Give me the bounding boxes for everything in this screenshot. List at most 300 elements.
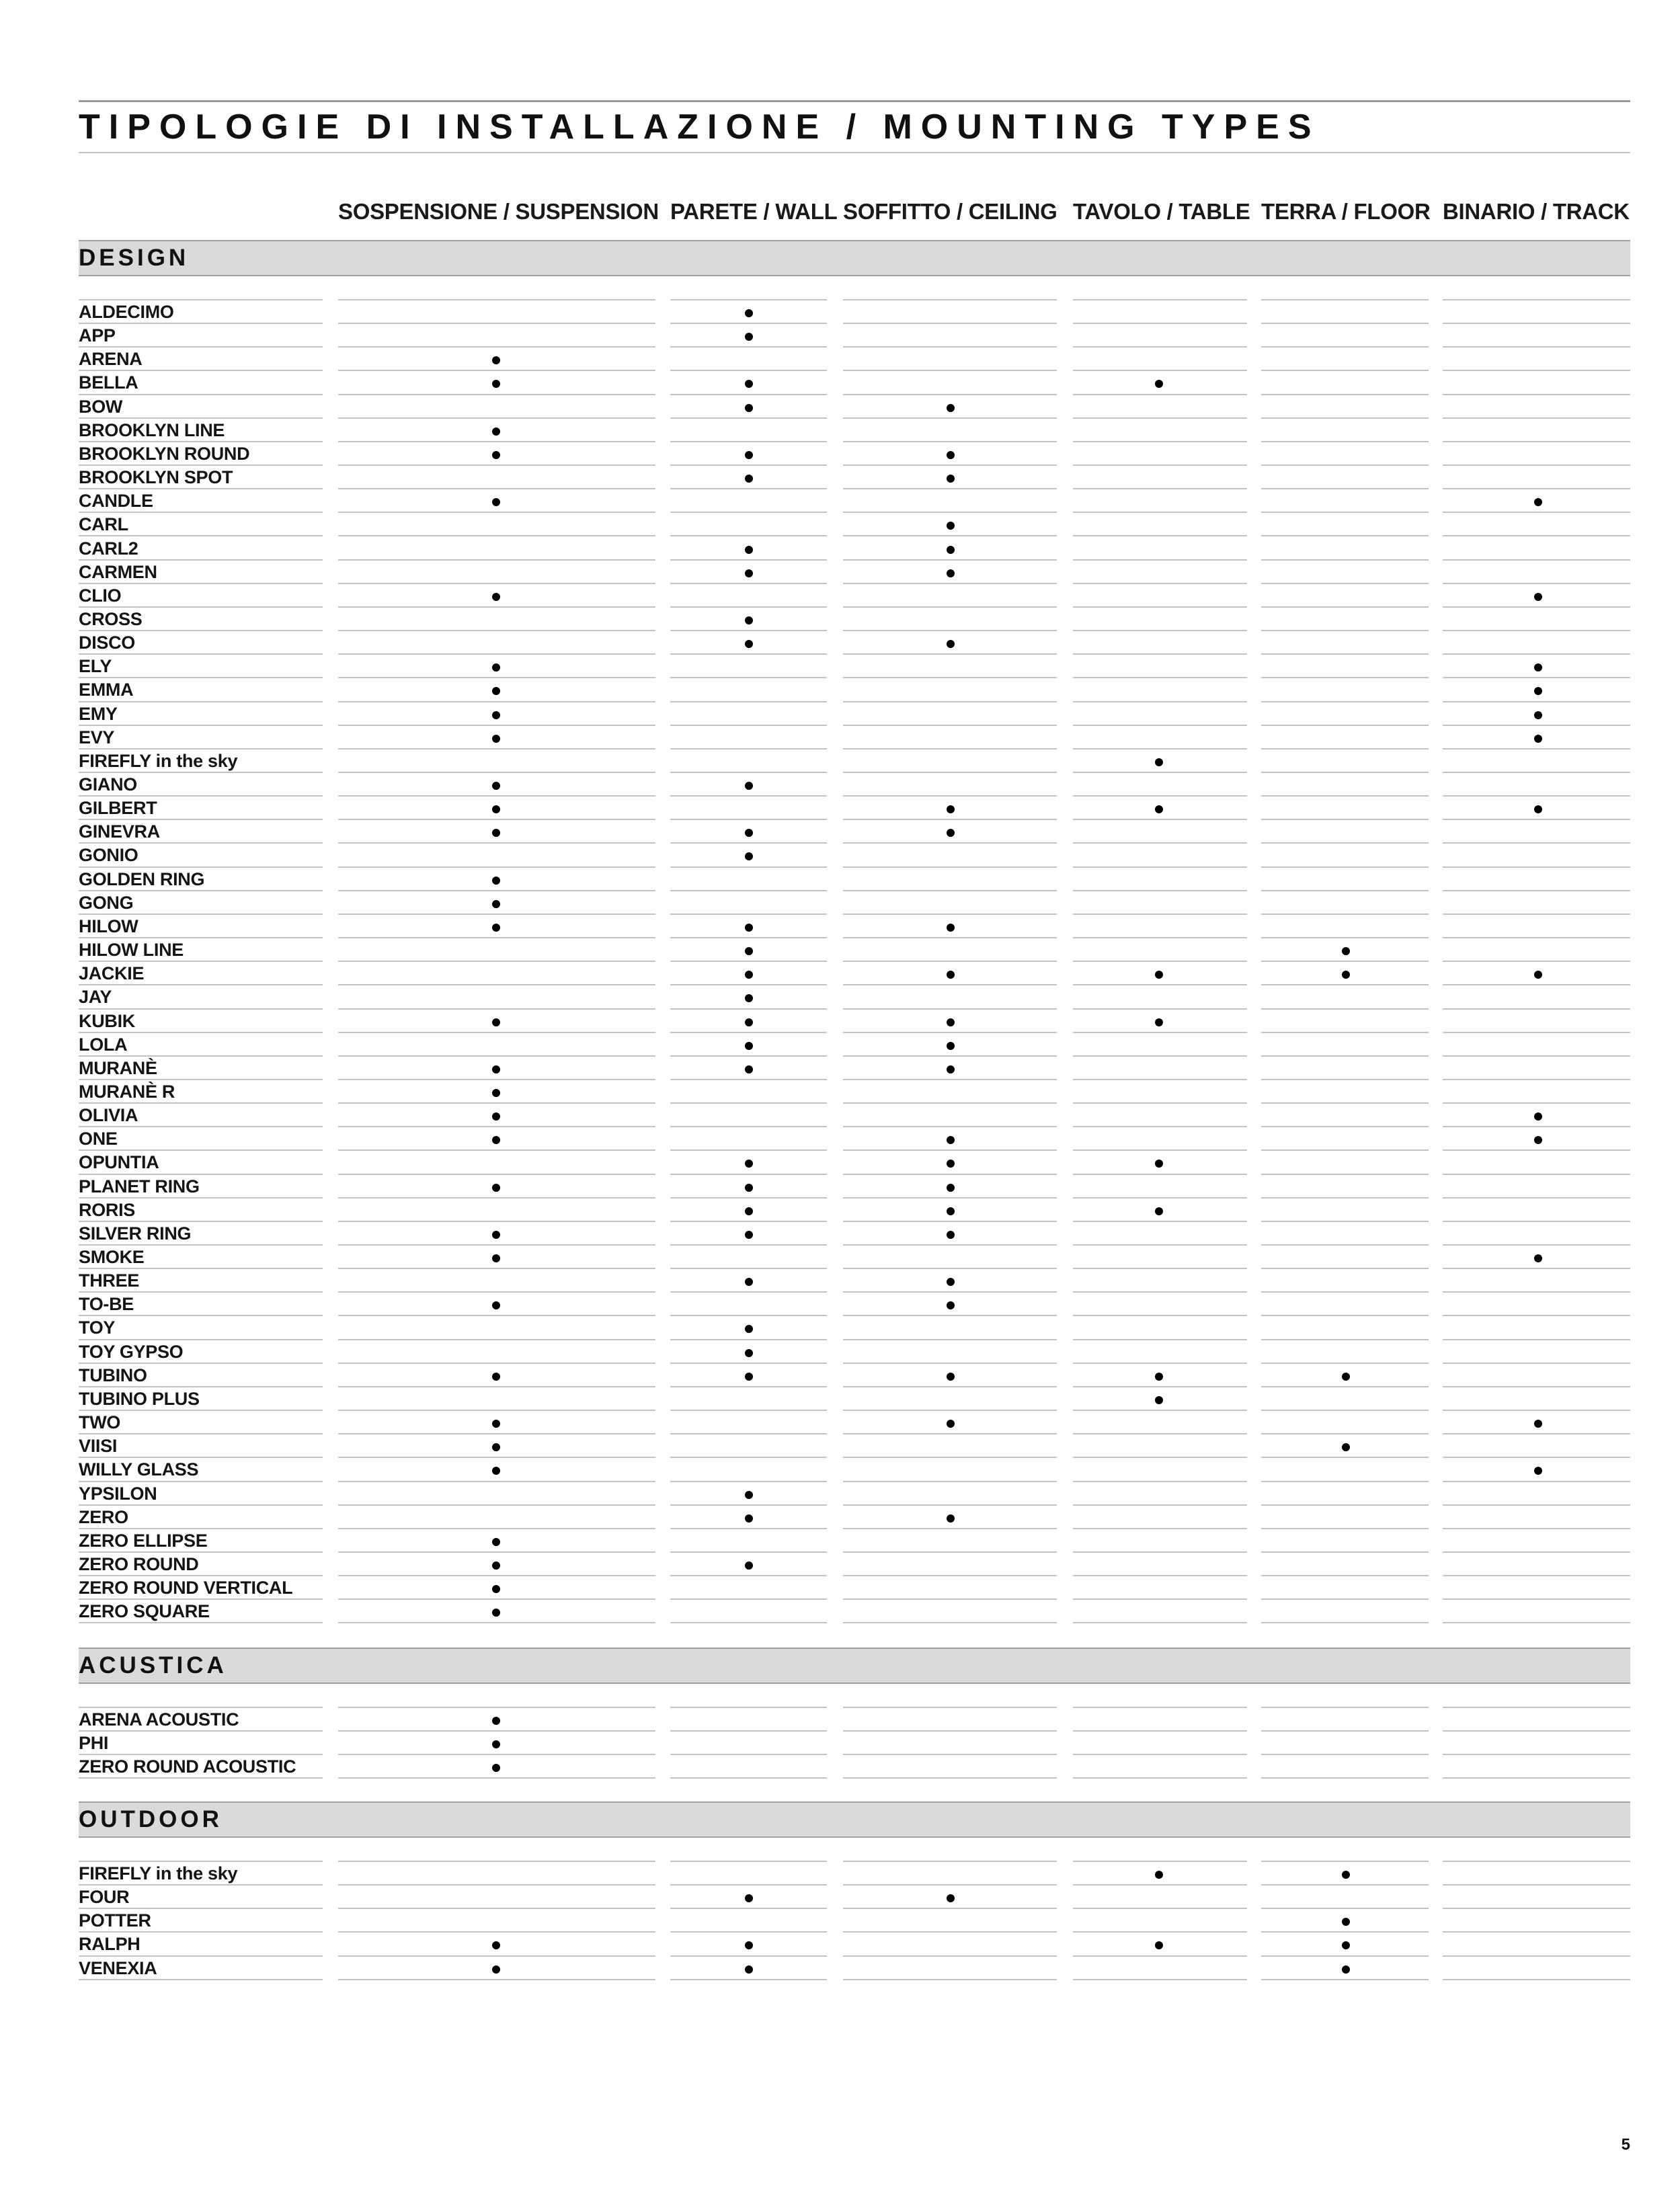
- row-rule: [338, 725, 655, 726]
- row-rule: [338, 559, 655, 561]
- row-rule: [1443, 1931, 1630, 1933]
- row-rule: [1261, 1754, 1429, 1755]
- mount-mark-dot: [947, 1301, 955, 1309]
- mount-mark-dot: [492, 1562, 500, 1570]
- row-rule: [670, 1575, 827, 1576]
- row-rule: [1073, 890, 1247, 891]
- mount-mark-dot: [492, 1254, 500, 1262]
- mount-mark-dot: [1534, 687, 1542, 695]
- row-rule: [338, 866, 655, 868]
- row-rule: [79, 535, 323, 536]
- product-name: PLANET RING: [79, 1176, 200, 1197]
- row-rule: [843, 701, 1057, 702]
- row-rule: [1443, 701, 1630, 702]
- row-rule: [843, 394, 1057, 395]
- mount-mark-dot: [492, 1443, 500, 1451]
- row-rule: [338, 441, 655, 442]
- row-rule: [338, 417, 655, 419]
- row-rule: [338, 1884, 655, 1885]
- row-rule: [1443, 1197, 1630, 1199]
- row-rule: [1443, 1481, 1630, 1482]
- row-rule: [843, 346, 1057, 348]
- mount-mark-dot: [492, 1112, 500, 1121]
- column-header-wall: PARETE / WALL: [670, 199, 838, 224]
- mount-mark-dot: [947, 1184, 955, 1192]
- mount-mark-dot: [745, 1278, 753, 1286]
- row-rule: [1073, 346, 1247, 348]
- row-rule: [338, 1174, 655, 1175]
- product-name: SILVER RING: [79, 1223, 192, 1244]
- product-name: TUBINO: [79, 1365, 147, 1385]
- row-rule: [843, 937, 1057, 938]
- row-rule: [1261, 1730, 1429, 1732]
- product-name: GONG: [79, 893, 134, 913]
- mount-mark-dot: [745, 947, 753, 955]
- row-rule: [843, 1339, 1057, 1340]
- row-rule: [670, 1149, 827, 1151]
- row-rule: [1261, 1528, 1429, 1529]
- row-rule: [1073, 1481, 1247, 1482]
- mount-mark-dot: [1155, 1207, 1163, 1215]
- mount-mark-dot: [1155, 1018, 1163, 1026]
- mount-mark-dot: [947, 805, 955, 813]
- row-rule: [1261, 1908, 1429, 1909]
- row-rule: [670, 1730, 827, 1732]
- row-rule: [1261, 583, 1429, 584]
- product-name: CARMEN: [79, 562, 157, 582]
- row-rule: [843, 677, 1057, 678]
- row-rule: [338, 1777, 655, 1779]
- row-rule: [1443, 1126, 1630, 1127]
- row-rule: [1443, 1551, 1630, 1553]
- mount-mark-dot: [745, 380, 753, 388]
- product-name: TUBINO PLUS: [79, 1389, 200, 1409]
- mount-mark-dot: [947, 1018, 955, 1026]
- product-name: BROOKLYN ROUND: [79, 444, 250, 464]
- row-rule: [1073, 370, 1247, 371]
- row-rule: [338, 937, 655, 938]
- row-rule: [843, 1622, 1057, 1623]
- mount-mark-dot: [947, 522, 955, 530]
- row-rule: [843, 1291, 1057, 1293]
- row-rule: [1443, 1291, 1630, 1293]
- mount-mark-dot: [1155, 1160, 1163, 1168]
- mount-mark-dot: [492, 1231, 500, 1239]
- row-rule: [338, 914, 655, 915]
- row-rule: [670, 984, 827, 985]
- row-rule: [1443, 677, 1630, 678]
- product-name: JACKIE: [79, 963, 145, 983]
- row-rule: [79, 725, 323, 726]
- row-rule: [670, 819, 827, 820]
- row-rule: [338, 1979, 655, 1980]
- row-rule: [1073, 961, 1247, 962]
- row-rule: [1261, 1315, 1429, 1316]
- product-name: TOY GYPSO: [79, 1342, 184, 1362]
- row-rule: [1073, 1955, 1247, 1957]
- mount-mark-dot: [492, 687, 500, 695]
- mount-mark-dot: [492, 380, 500, 388]
- row-rule: [338, 1481, 655, 1482]
- row-rule: [338, 1363, 655, 1364]
- row-rule: [670, 1197, 827, 1199]
- mount-mark-dot: [492, 805, 500, 813]
- row-rule: [338, 323, 655, 324]
- mount-mark-dot: [492, 1136, 500, 1144]
- row-rule: [670, 1457, 827, 1458]
- row-rule: [1443, 559, 1630, 561]
- row-rule: [843, 1551, 1057, 1553]
- mount-mark-dot: [492, 1373, 500, 1381]
- row-rule: [1073, 559, 1247, 561]
- row-rule: [843, 890, 1057, 891]
- row-rule: [338, 1551, 655, 1553]
- mount-mark-dot: [1534, 805, 1542, 813]
- row-rule: [338, 984, 655, 985]
- row-rule: [670, 1102, 827, 1104]
- column-header-table: TAVOLO / TABLE: [1073, 199, 1250, 224]
- product-name: GINEVRA: [79, 821, 160, 842]
- product-name: ZERO ROUND: [79, 1554, 199, 1574]
- row-rule: [338, 1861, 655, 1862]
- row-rule: [843, 1102, 1057, 1104]
- row-rule: [670, 488, 827, 489]
- product-name: ELY: [79, 656, 112, 676]
- row-rule: [1261, 630, 1429, 631]
- mount-mark-dot: [492, 498, 500, 506]
- mount-mark-dot: [492, 663, 500, 672]
- row-rule: [843, 417, 1057, 419]
- row-rule: [338, 1102, 655, 1104]
- row-rule: [670, 1008, 827, 1010]
- mount-mark-dot: [492, 1717, 500, 1725]
- row-rule: [338, 1244, 655, 1246]
- row-rule: [1261, 701, 1429, 702]
- row-rule: [670, 1622, 827, 1623]
- product-name: GILBERT: [79, 798, 157, 818]
- row-rule: [1261, 1244, 1429, 1246]
- row-rule: [1261, 937, 1429, 938]
- row-rule: [1073, 441, 1247, 442]
- row-rule: [1443, 370, 1630, 371]
- mount-mark-dot: [1155, 1396, 1163, 1404]
- row-rule: [843, 1884, 1057, 1885]
- row-rule: [1261, 842, 1429, 844]
- row-rule: [843, 583, 1057, 584]
- row-rule: [1261, 1291, 1429, 1293]
- row-rule: [843, 1386, 1057, 1387]
- row-rule: [843, 984, 1057, 985]
- row-rule: [670, 914, 827, 915]
- row-rule: [670, 795, 827, 797]
- row-rule: [1261, 1032, 1429, 1033]
- mount-mark-dot: [745, 404, 753, 412]
- row-rule: [1443, 1884, 1630, 1885]
- product-name: WILLY GLASS: [79, 1459, 199, 1479]
- product-name: JAY: [79, 987, 112, 1007]
- row-rule: [79, 1622, 323, 1623]
- mount-mark-dot: [947, 404, 955, 412]
- product-name: BROOKLYN LINE: [79, 420, 225, 440]
- row-rule: [1261, 1149, 1429, 1151]
- row-rule: [670, 1754, 827, 1755]
- mount-mark-dot: [492, 782, 500, 790]
- row-rule: [338, 1457, 655, 1458]
- row-rule: [1443, 725, 1630, 726]
- row-rule: [670, 1339, 827, 1340]
- row-rule: [1073, 1504, 1247, 1506]
- row-rule: [1443, 1008, 1630, 1010]
- row-rule: [338, 464, 655, 466]
- row-rule: [338, 1931, 655, 1933]
- row-rule: [670, 890, 827, 891]
- row-rule: [1261, 1861, 1429, 1862]
- row-rule: [1261, 1433, 1429, 1434]
- row-rule: [338, 961, 655, 962]
- mount-mark-dot: [1342, 1965, 1350, 1974]
- mount-mark-dot: [1534, 1254, 1542, 1262]
- row-rule: [1261, 512, 1429, 513]
- row-rule: [1073, 1575, 1247, 1576]
- product-name: LOLA: [79, 1035, 128, 1055]
- row-rule: [1261, 1339, 1429, 1340]
- mount-mark-dot: [947, 1514, 955, 1523]
- row-rule: [670, 1861, 827, 1862]
- row-rule: [338, 1268, 655, 1269]
- row-rule: [1443, 441, 1630, 442]
- mount-mark-dot: [492, 735, 500, 743]
- mount-mark-dot: [745, 546, 753, 554]
- product-name: ZERO: [79, 1507, 128, 1527]
- column-header-floor: TERRA / FLOOR: [1261, 199, 1431, 224]
- row-rule: [670, 653, 827, 655]
- row-rule: [1261, 1221, 1429, 1222]
- product-name: ONE: [79, 1129, 118, 1149]
- row-rule: [843, 1575, 1057, 1576]
- product-name: ZERO ELLIPSE: [79, 1531, 208, 1551]
- top-rule: [79, 100, 1630, 102]
- row-rule: [1443, 1032, 1630, 1033]
- row-rule: [1261, 1504, 1429, 1506]
- row-rule: [1073, 1268, 1247, 1269]
- row-rule: [1073, 535, 1247, 536]
- row-rule: [843, 535, 1057, 536]
- row-rule: [843, 842, 1057, 844]
- mount-mark-dot: [745, 640, 753, 648]
- row-rule: [1443, 937, 1630, 938]
- mount-mark-dot: [492, 1740, 500, 1748]
- row-rule: [338, 1079, 655, 1080]
- row-rule: [1443, 1102, 1630, 1104]
- row-rule: [1073, 1598, 1247, 1600]
- row-rule: [843, 653, 1057, 655]
- row-rule: [843, 559, 1057, 561]
- mount-mark-dot: [947, 1373, 955, 1381]
- row-rule: [338, 346, 655, 348]
- row-rule: [1443, 772, 1630, 773]
- row-rule: [843, 1777, 1057, 1779]
- row-rule: [843, 819, 1057, 820]
- row-rule: [1073, 1055, 1247, 1057]
- mount-mark-dot: [492, 1585, 500, 1593]
- row-rule: [338, 819, 655, 820]
- row-rule: [1261, 1079, 1429, 1080]
- row-rule: [1261, 488, 1429, 489]
- row-rule: [338, 1955, 655, 1957]
- row-rule: [1073, 323, 1247, 324]
- mount-mark-dot: [492, 1941, 500, 1949]
- row-rule: [670, 1079, 827, 1080]
- row-rule: [843, 1481, 1057, 1482]
- mount-mark-dot: [492, 1018, 500, 1026]
- row-rule: [1073, 984, 1247, 985]
- row-rule: [1261, 559, 1429, 561]
- row-rule: [670, 1244, 827, 1246]
- row-rule: [1443, 984, 1630, 985]
- row-rule: [1073, 1174, 1247, 1175]
- row-rule: [843, 961, 1057, 962]
- row-rule: [1073, 488, 1247, 489]
- row-rule: [338, 1386, 655, 1387]
- product-name: VENEXIA: [79, 1958, 157, 1978]
- row-rule: [1261, 1884, 1429, 1885]
- mount-mark-dot: [745, 852, 753, 860]
- row-rule: [843, 914, 1057, 915]
- mount-mark-dot: [492, 829, 500, 837]
- row-rule: [338, 1575, 655, 1576]
- row-rule: [1073, 1244, 1247, 1246]
- product-name: POTTER: [79, 1910, 151, 1931]
- row-rule: [79, 1979, 323, 1980]
- row-rule: [1073, 1386, 1247, 1387]
- row-rule: [670, 1931, 827, 1933]
- row-rule: [1443, 630, 1630, 631]
- product-name: TOY: [79, 1317, 116, 1338]
- row-rule: [1261, 890, 1429, 891]
- row-rule: [1443, 1055, 1630, 1057]
- product-name: CANDLE: [79, 491, 153, 511]
- product-name: APP: [79, 325, 116, 346]
- row-rule: [1073, 1861, 1247, 1862]
- section-header-outdoor: [79, 1801, 1630, 1838]
- mount-mark-dot: [947, 546, 955, 554]
- product-name: ZERO ROUND ACOUSTIC: [79, 1756, 296, 1777]
- mount-mark-dot: [745, 1894, 753, 1902]
- product-name: FIREFLY in the sky: [79, 751, 238, 771]
- row-rule: [1443, 1754, 1630, 1755]
- row-rule: [1073, 1339, 1247, 1340]
- row-rule: [1073, 1433, 1247, 1434]
- row-rule: [1073, 1931, 1247, 1933]
- row-rule: [1261, 1197, 1429, 1199]
- row-rule: [1073, 677, 1247, 678]
- mount-mark-dot: [492, 711, 500, 719]
- row-rule: [1443, 1955, 1630, 1957]
- row-rule: [1073, 1457, 1247, 1458]
- row-rule: [338, 1315, 655, 1316]
- mount-mark-dot: [1342, 947, 1350, 955]
- row-rule: [338, 701, 655, 702]
- row-rule: [843, 1008, 1057, 1010]
- row-rule: [338, 795, 655, 797]
- row-rule: [670, 1126, 827, 1127]
- title-rule: [79, 152, 1630, 153]
- row-rule: [1261, 1268, 1429, 1269]
- row-rule: [1073, 1363, 1247, 1364]
- page-number: 5: [1621, 2136, 1630, 2154]
- column-header-suspension: SOSPENSIONE / SUSPENSION: [338, 199, 659, 224]
- row-rule: [1073, 1884, 1247, 1885]
- row-rule: [1073, 1551, 1247, 1553]
- row-rule: [1443, 1221, 1630, 1222]
- product-name: BELLA: [79, 372, 138, 393]
- row-rule: [1261, 1008, 1429, 1010]
- row-rule: [1073, 1008, 1247, 1010]
- row-rule: [338, 535, 655, 536]
- product-name: ARENA: [79, 349, 143, 369]
- row-rule: [338, 1504, 655, 1506]
- section-title: DESIGN: [79, 245, 190, 271]
- product-name: GONIO: [79, 845, 138, 865]
- row-rule: [1073, 1622, 1247, 1623]
- row-rule: [843, 1908, 1057, 1909]
- row-rule: [843, 1244, 1057, 1246]
- product-name: BOW: [79, 397, 123, 417]
- row-rule: [843, 1861, 1057, 1862]
- row-rule: [338, 370, 655, 371]
- product-name: OLIVIA: [79, 1105, 138, 1125]
- row-rule: [338, 1730, 655, 1732]
- column-header-track: BINARIO / TRACK: [1443, 199, 1630, 224]
- row-rule: [843, 1955, 1057, 1957]
- row-rule: [1261, 1931, 1429, 1933]
- row-rule: [1443, 1363, 1630, 1364]
- product-name: TWO: [79, 1412, 121, 1432]
- row-rule: [1073, 1707, 1247, 1708]
- row-rule: [1443, 1268, 1630, 1269]
- row-rule: [1443, 1575, 1630, 1576]
- row-rule: [1073, 725, 1247, 726]
- mount-mark-dot: [1534, 1420, 1542, 1428]
- row-rule: [670, 1386, 827, 1387]
- row-rule: [1073, 1032, 1247, 1033]
- row-rule: [1261, 1622, 1429, 1623]
- row-rule: [670, 1032, 827, 1033]
- row-rule: [1443, 394, 1630, 395]
- mount-mark-dot: [745, 829, 753, 837]
- row-rule: [670, 1504, 827, 1506]
- row-rule: [670, 1481, 827, 1482]
- mount-mark-dot: [1342, 1443, 1350, 1451]
- row-rule: [338, 1622, 655, 1623]
- mount-mark-dot: [745, 924, 753, 932]
- mount-mark-dot: [947, 1207, 955, 1215]
- row-rule: [1261, 535, 1429, 536]
- row-rule: [1073, 748, 1247, 749]
- mount-mark-dot: [947, 475, 955, 483]
- row-rule: [1073, 512, 1247, 513]
- mount-mark-dot: [745, 333, 753, 341]
- row-rule: [843, 1754, 1057, 1755]
- row-rule: [1443, 323, 1630, 324]
- row-rule: [338, 1126, 655, 1127]
- row-rule: [1261, 1126, 1429, 1127]
- row-rule: [1443, 535, 1630, 536]
- product-name: ALDECIMO: [79, 302, 174, 322]
- mount-mark-dot: [492, 1184, 500, 1192]
- mount-mark-dot: [745, 994, 753, 1002]
- row-rule: [670, 748, 827, 749]
